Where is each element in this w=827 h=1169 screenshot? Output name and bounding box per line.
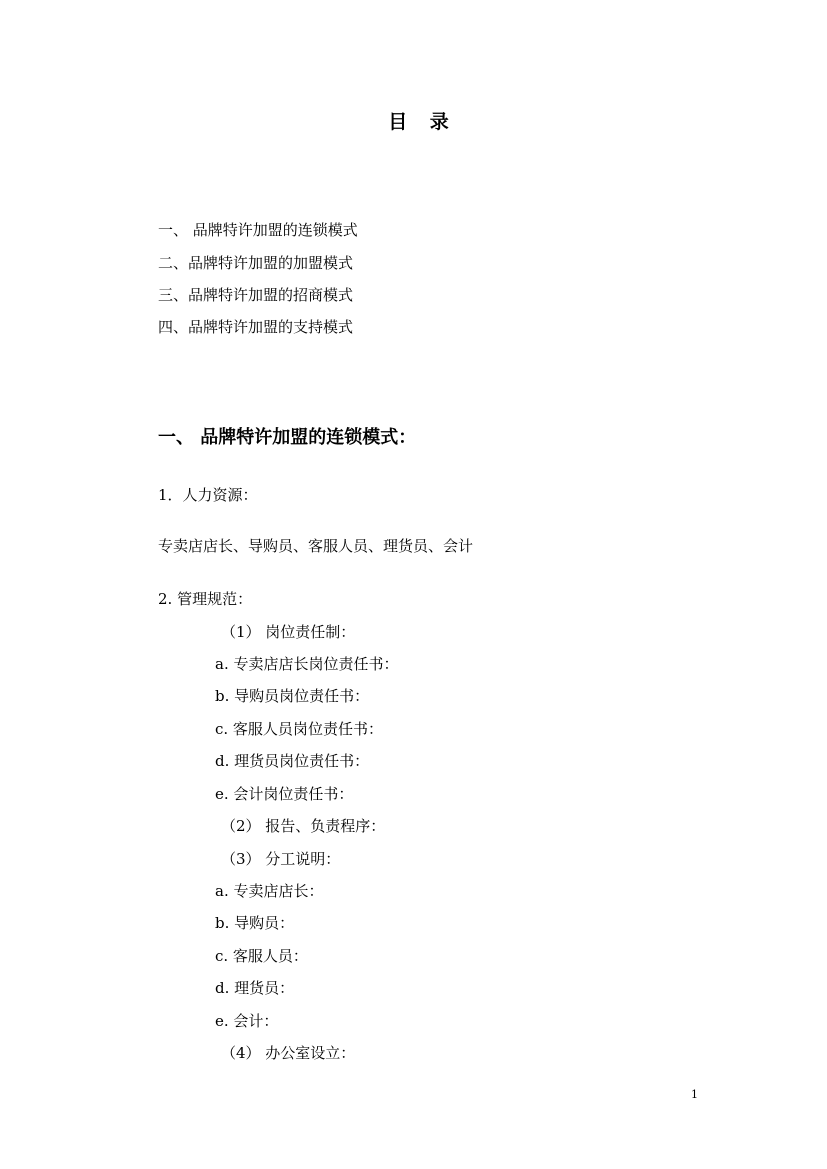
list-item: c. 客服人员： <box>215 947 308 965</box>
toc-item-2: 二、品牌特许加盟的加盟模式 <box>158 254 354 272</box>
toc-item-4: 四、品牌特许加盟的支持模式 <box>158 318 354 336</box>
hr-roles: 专卖店店长、导购员、客服人员、理货员、会计 <box>158 537 474 555</box>
list-item: a. 专卖店店长岗位责任书： <box>215 655 399 673</box>
list-item: （4） 办公室设立： <box>221 1044 356 1062</box>
list-item: e. 会计： <box>215 1012 279 1030</box>
list-item: （3） 分工说明： <box>221 850 341 868</box>
list-item: b. 导购员岗位责任书： <box>215 687 370 705</box>
list-item: e. 会计岗位责任书： <box>215 785 354 803</box>
hr-title: 1．人力资源： <box>158 486 258 504</box>
section-heading: 一、 品牌特许加盟的连锁模式： <box>158 427 417 448</box>
toc-item-1: 一、 品牌特许加盟的连锁模式 <box>158 221 358 239</box>
toc-item-3: 三、品牌特许加盟的招商模式 <box>158 286 354 304</box>
page-title: 目 录 <box>388 111 457 133</box>
list-item: c. 客服人员岗位责任书： <box>215 720 383 738</box>
list-item: b. 导购员： <box>215 914 295 932</box>
list-item: d. 理货员岗位责任书： <box>215 752 370 770</box>
list-item: （2） 报告、负责程序： <box>221 817 386 835</box>
list-item: a. 专卖店店长： <box>215 882 324 900</box>
list-item: d. 理货员： <box>215 979 295 997</box>
mgmt-title: 2. 管理规范： <box>158 590 253 608</box>
list-item: （1） 岗位责任制： <box>221 623 356 641</box>
page-number: 1 <box>691 1088 698 1101</box>
